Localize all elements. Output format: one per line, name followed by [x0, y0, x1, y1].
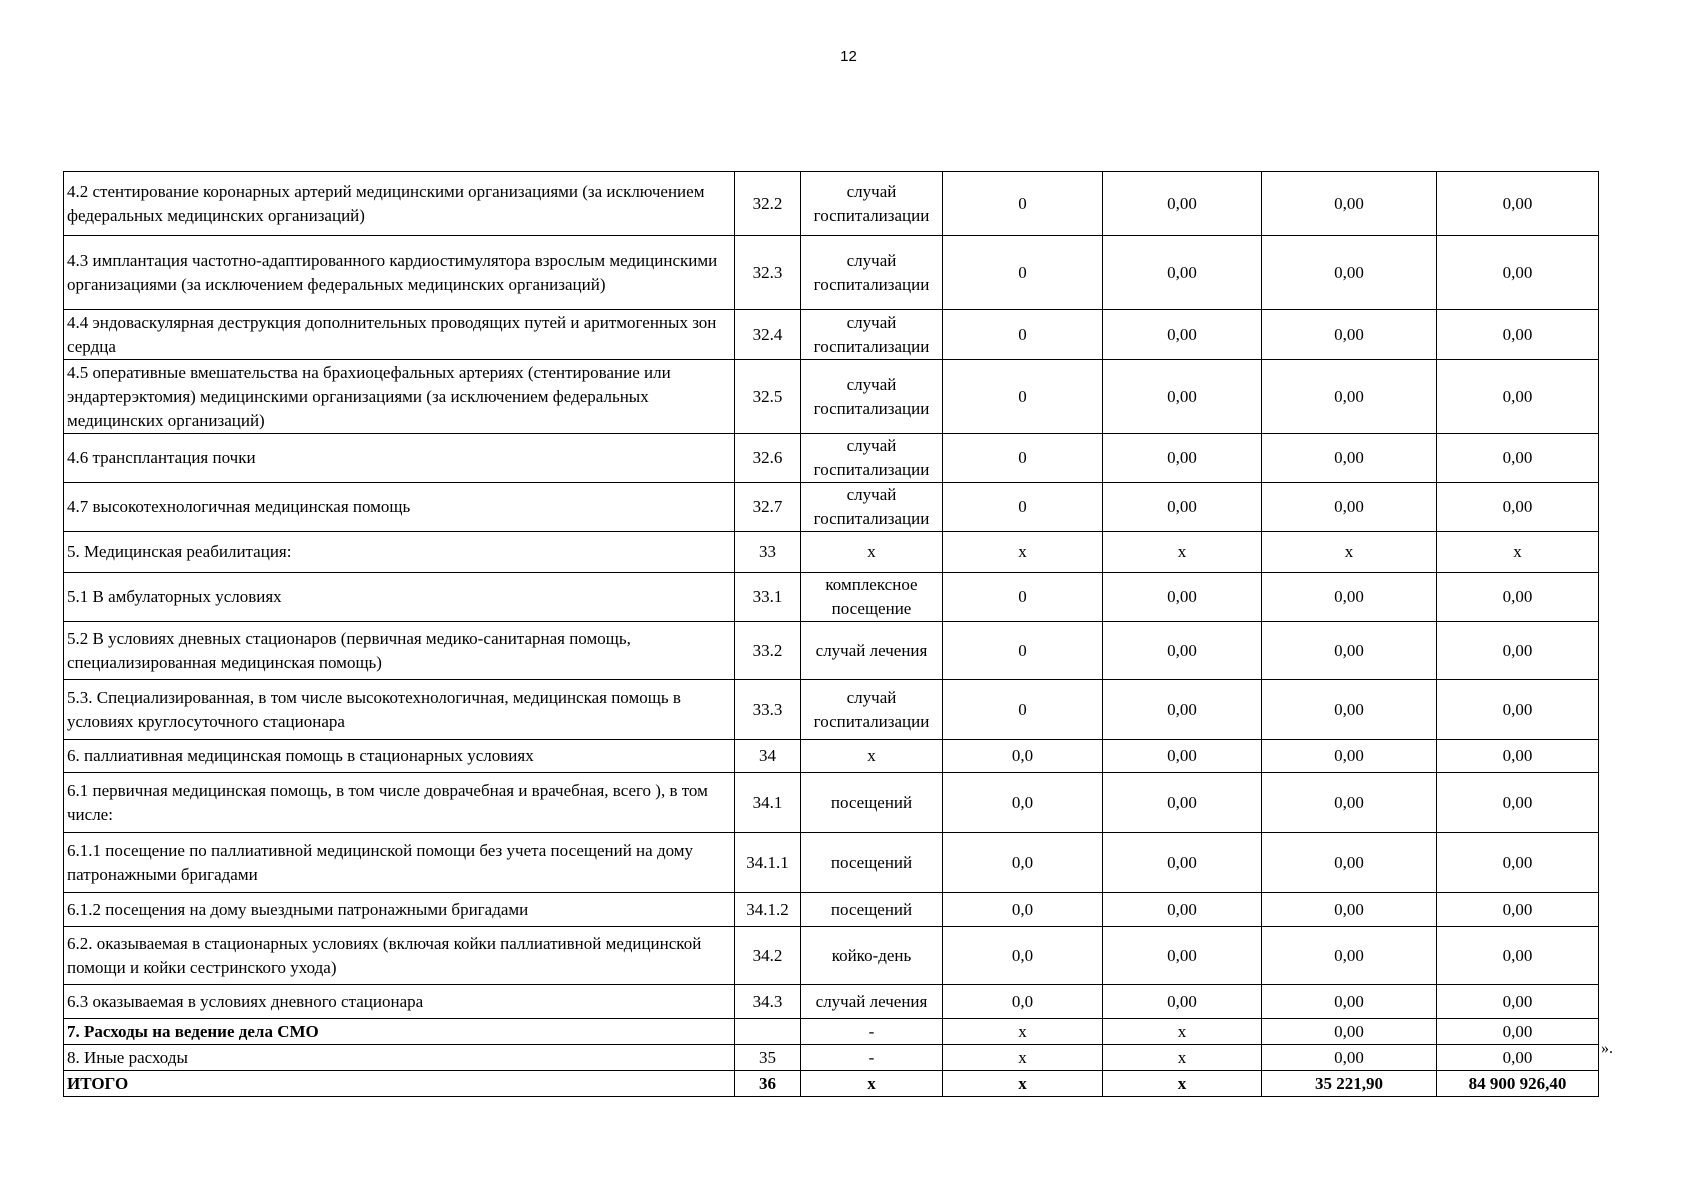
financial-table	[63, 171, 1599, 1097]
table-row	[64, 927, 1599, 985]
row-value-1: 0	[943, 680, 1103, 740]
row-name: 6.1 первичная медицинская помощь, в том числе доврачебная и врачебная, всего ), в том числе:	[64, 773, 735, 833]
row-value-2: 0,00	[1103, 773, 1262, 833]
row-name: 4.4 эндоваскулярная деструкция дополнительных проводящих путей и аритмогенных зон сердца	[64, 310, 735, 360]
row-value-2: 0,00	[1103, 573, 1262, 622]
table-row	[64, 773, 1599, 833]
row-number: 32.3	[735, 236, 801, 310]
row-name: 4.6 трансплантация почки	[64, 434, 735, 483]
row-value-1: 0,0	[943, 833, 1103, 893]
table-row	[64, 833, 1599, 893]
row-unit: посещений	[801, 893, 943, 927]
table-row	[64, 532, 1599, 573]
row-name: 6. паллиативная медицинская помощь в стационарных условиях	[64, 740, 735, 773]
row-value-4: 0,00	[1437, 985, 1599, 1019]
row-name: 4.7 высокотехнологичная медицинская помощь	[64, 483, 735, 532]
row-value-1: 0,0	[943, 985, 1103, 1019]
row-number: 32.6	[735, 434, 801, 483]
row-value-3: 35 221,90	[1262, 1071, 1437, 1097]
row-unit: -	[801, 1019, 943, 1045]
row-number: 33.3	[735, 680, 801, 740]
row-unit: х	[801, 1071, 943, 1097]
table-row	[64, 310, 1599, 360]
row-value-4: 0,00	[1437, 927, 1599, 985]
row-value-4: 0,00	[1437, 622, 1599, 680]
row-value-4: 0,00	[1437, 172, 1599, 236]
row-value-2: 0,00	[1103, 985, 1262, 1019]
row-number: 34.3	[735, 985, 801, 1019]
row-value-2: х	[1103, 1071, 1262, 1097]
row-value-2: 0,00	[1103, 310, 1262, 360]
row-name: ИТОГО	[64, 1071, 735, 1097]
row-value-4: 0,00	[1437, 434, 1599, 483]
row-unit: случай госпитализации	[801, 310, 943, 360]
row-value-2: 0,00	[1103, 483, 1262, 532]
row-value-4: 0,00	[1437, 1045, 1599, 1071]
table-row	[64, 680, 1599, 740]
row-value-4: 0,00	[1437, 236, 1599, 310]
row-unit: случай лечения	[801, 622, 943, 680]
row-name: 5.2 В условиях дневных стационаров (первичная медико-санитарная помощь, специализированная медицинская помощь)	[64, 622, 735, 680]
row-unit: случай госпитализации	[801, 680, 943, 740]
row-value-1: 0	[943, 236, 1103, 310]
row-unit: посещений	[801, 773, 943, 833]
row-value-3: 0,00	[1262, 310, 1437, 360]
row-value-1: х	[943, 1071, 1103, 1097]
row-number: 35	[735, 1045, 801, 1071]
row-value-3: 0,00	[1262, 236, 1437, 310]
row-number: 34.1.2	[735, 893, 801, 927]
row-value-3: 0,00	[1262, 680, 1437, 740]
row-unit: случай госпитализации	[801, 483, 943, 532]
row-value-4: 0,00	[1437, 1019, 1599, 1045]
row-value-1: 0	[943, 434, 1103, 483]
row-value-4: 0,00	[1437, 893, 1599, 927]
row-number	[735, 1019, 801, 1045]
row-name: 4.3 имплантация частотно-адаптированного кардиостимулятора взрослым медицинскими организациями (за исключением федеральных медицинских организаций)	[64, 236, 735, 310]
row-value-4: 0,00	[1437, 310, 1599, 360]
row-value-1: 0,0	[943, 773, 1103, 833]
row-value-3: 0,00	[1262, 985, 1437, 1019]
table-row	[64, 573, 1599, 622]
table-row	[64, 622, 1599, 680]
row-unit: х	[801, 532, 943, 573]
row-value-1: 0,0	[943, 893, 1103, 927]
row-number: 33.1	[735, 573, 801, 622]
row-number: 36	[735, 1071, 801, 1097]
row-value-4: х	[1437, 532, 1599, 573]
row-value-3: 0,00	[1262, 1019, 1437, 1045]
row-value-1: 0	[943, 483, 1103, 532]
row-number: 32.5	[735, 360, 801, 434]
row-name: 7. Расходы на ведение дела СМО	[64, 1019, 735, 1045]
row-value-4: 0,00	[1437, 360, 1599, 434]
row-value-3: 0,00	[1262, 773, 1437, 833]
row-name: 5.1 В амбулаторных условиях	[64, 573, 735, 622]
row-value-2: х	[1103, 532, 1262, 573]
row-value-1: х	[943, 1045, 1103, 1071]
row-value-3: 0,00	[1262, 622, 1437, 680]
row-name: 6.1.1 посещение по паллиативной медицинской помощи без учета посещений на дому патронажными бригадами	[64, 833, 735, 893]
table-row	[64, 434, 1599, 483]
table-row	[64, 360, 1599, 434]
row-value-3: 0,00	[1262, 360, 1437, 434]
table-row	[64, 483, 1599, 532]
row-value-4: 0,00	[1437, 483, 1599, 532]
row-value-2: х	[1103, 1019, 1262, 1045]
row-value-3: 0,00	[1262, 1045, 1437, 1071]
row-value-3: 0,00	[1262, 573, 1437, 622]
row-unit: х	[801, 740, 943, 773]
row-number: 34	[735, 740, 801, 773]
row-value-3: 0,00	[1262, 740, 1437, 773]
row-value-1: 0	[943, 310, 1103, 360]
row-name: 6.1.2 посещения на дому выездными патронажными бригадами	[64, 893, 735, 927]
row-value-3: 0,00	[1262, 172, 1437, 236]
row-unit: случай госпитализации	[801, 360, 943, 434]
row-value-4: 0,00	[1437, 573, 1599, 622]
row-unit: случай госпитализации	[801, 172, 943, 236]
row-number: 32.2	[735, 172, 801, 236]
row-number: 33	[735, 532, 801, 573]
row-value-3: 0,00	[1262, 483, 1437, 532]
row-value-4: 0,00	[1437, 680, 1599, 740]
row-value-2: 0,00	[1103, 360, 1262, 434]
table-row-total	[64, 1071, 1599, 1097]
row-value-2: х	[1103, 1045, 1262, 1071]
row-value-2: 0,00	[1103, 893, 1262, 927]
row-value-1: х	[943, 532, 1103, 573]
row-unit: случай лечения	[801, 985, 943, 1019]
table-row	[64, 1045, 1599, 1071]
row-value-1: 0	[943, 573, 1103, 622]
table-row	[64, 740, 1599, 773]
table-row	[64, 893, 1599, 927]
row-value-2: 0,00	[1103, 172, 1262, 236]
row-value-4: 0,00	[1437, 740, 1599, 773]
row-value-2: 0,00	[1103, 236, 1262, 310]
table-row	[64, 1019, 1599, 1045]
row-name: 5.3. Специализированная, в том числе высокотехнологичная, медицинская помощь в условиях круглосуточного стационара	[64, 680, 735, 740]
row-value-1: 0	[943, 172, 1103, 236]
row-value-2: 0,00	[1103, 434, 1262, 483]
table-row	[64, 236, 1599, 310]
row-name: 4.2 стентирование коронарных артерий медицинскими организациями (за исключением федеральных медицинских организаций)	[64, 172, 735, 236]
page-number: 12	[840, 48, 857, 65]
row-number: 34.1	[735, 773, 801, 833]
row-name: 4.5 оперативные вмешательства на брахиоцефальных артериях (стентирование или эндартерэктомия) медицинскими организациями (за исключением федеральных медицинских организаций)	[64, 360, 735, 434]
row-value-4: 0,00	[1437, 773, 1599, 833]
row-value-3: 0,00	[1262, 927, 1437, 985]
table-row	[64, 172, 1599, 236]
row-value-3: 0,00	[1262, 893, 1437, 927]
row-value-1: х	[943, 1019, 1103, 1045]
row-unit: случай госпитализации	[801, 236, 943, 310]
row-value-1: 0,0	[943, 740, 1103, 773]
row-unit: посещений	[801, 833, 943, 893]
row-name: 5. Медицинская реабилитация:	[64, 532, 735, 573]
row-unit: -	[801, 1045, 943, 1071]
table-row	[64, 985, 1599, 1019]
row-value-2: 0,00	[1103, 833, 1262, 893]
row-number: 32.7	[735, 483, 801, 532]
row-value-1: 0,0	[943, 927, 1103, 985]
row-number: 33.2	[735, 622, 801, 680]
row-value-2: 0,00	[1103, 740, 1262, 773]
row-value-1: 0	[943, 360, 1103, 434]
row-value-2: 0,00	[1103, 680, 1262, 740]
row-number: 32.4	[735, 310, 801, 360]
row-name: 8. Иные расходы	[64, 1045, 735, 1071]
row-value-2: 0,00	[1103, 927, 1262, 985]
row-value-4: 0,00	[1437, 833, 1599, 893]
row-name: 6.3 оказываемая в условиях дневного стационара	[64, 985, 735, 1019]
row-number: 34.2	[735, 927, 801, 985]
row-number: 34.1.1	[735, 833, 801, 893]
row-value-3: 0,00	[1262, 434, 1437, 483]
row-value-1: 0	[943, 622, 1103, 680]
closing-quote-mark: ».	[1601, 1040, 1613, 1057]
row-unit: комплексное посещение	[801, 573, 943, 622]
row-value-3: 0,00	[1262, 833, 1437, 893]
row-value-4: 84 900 926,40	[1437, 1071, 1599, 1097]
row-value-2: 0,00	[1103, 622, 1262, 680]
row-value-3: х	[1262, 532, 1437, 573]
row-name: 6.2. оказываемая в стационарных условиях (включая койки паллиативной медицинской помощи и койки сестринского ухода)	[64, 927, 735, 985]
row-unit: случай госпитализации	[801, 434, 943, 483]
row-unit: койко-день	[801, 927, 943, 985]
